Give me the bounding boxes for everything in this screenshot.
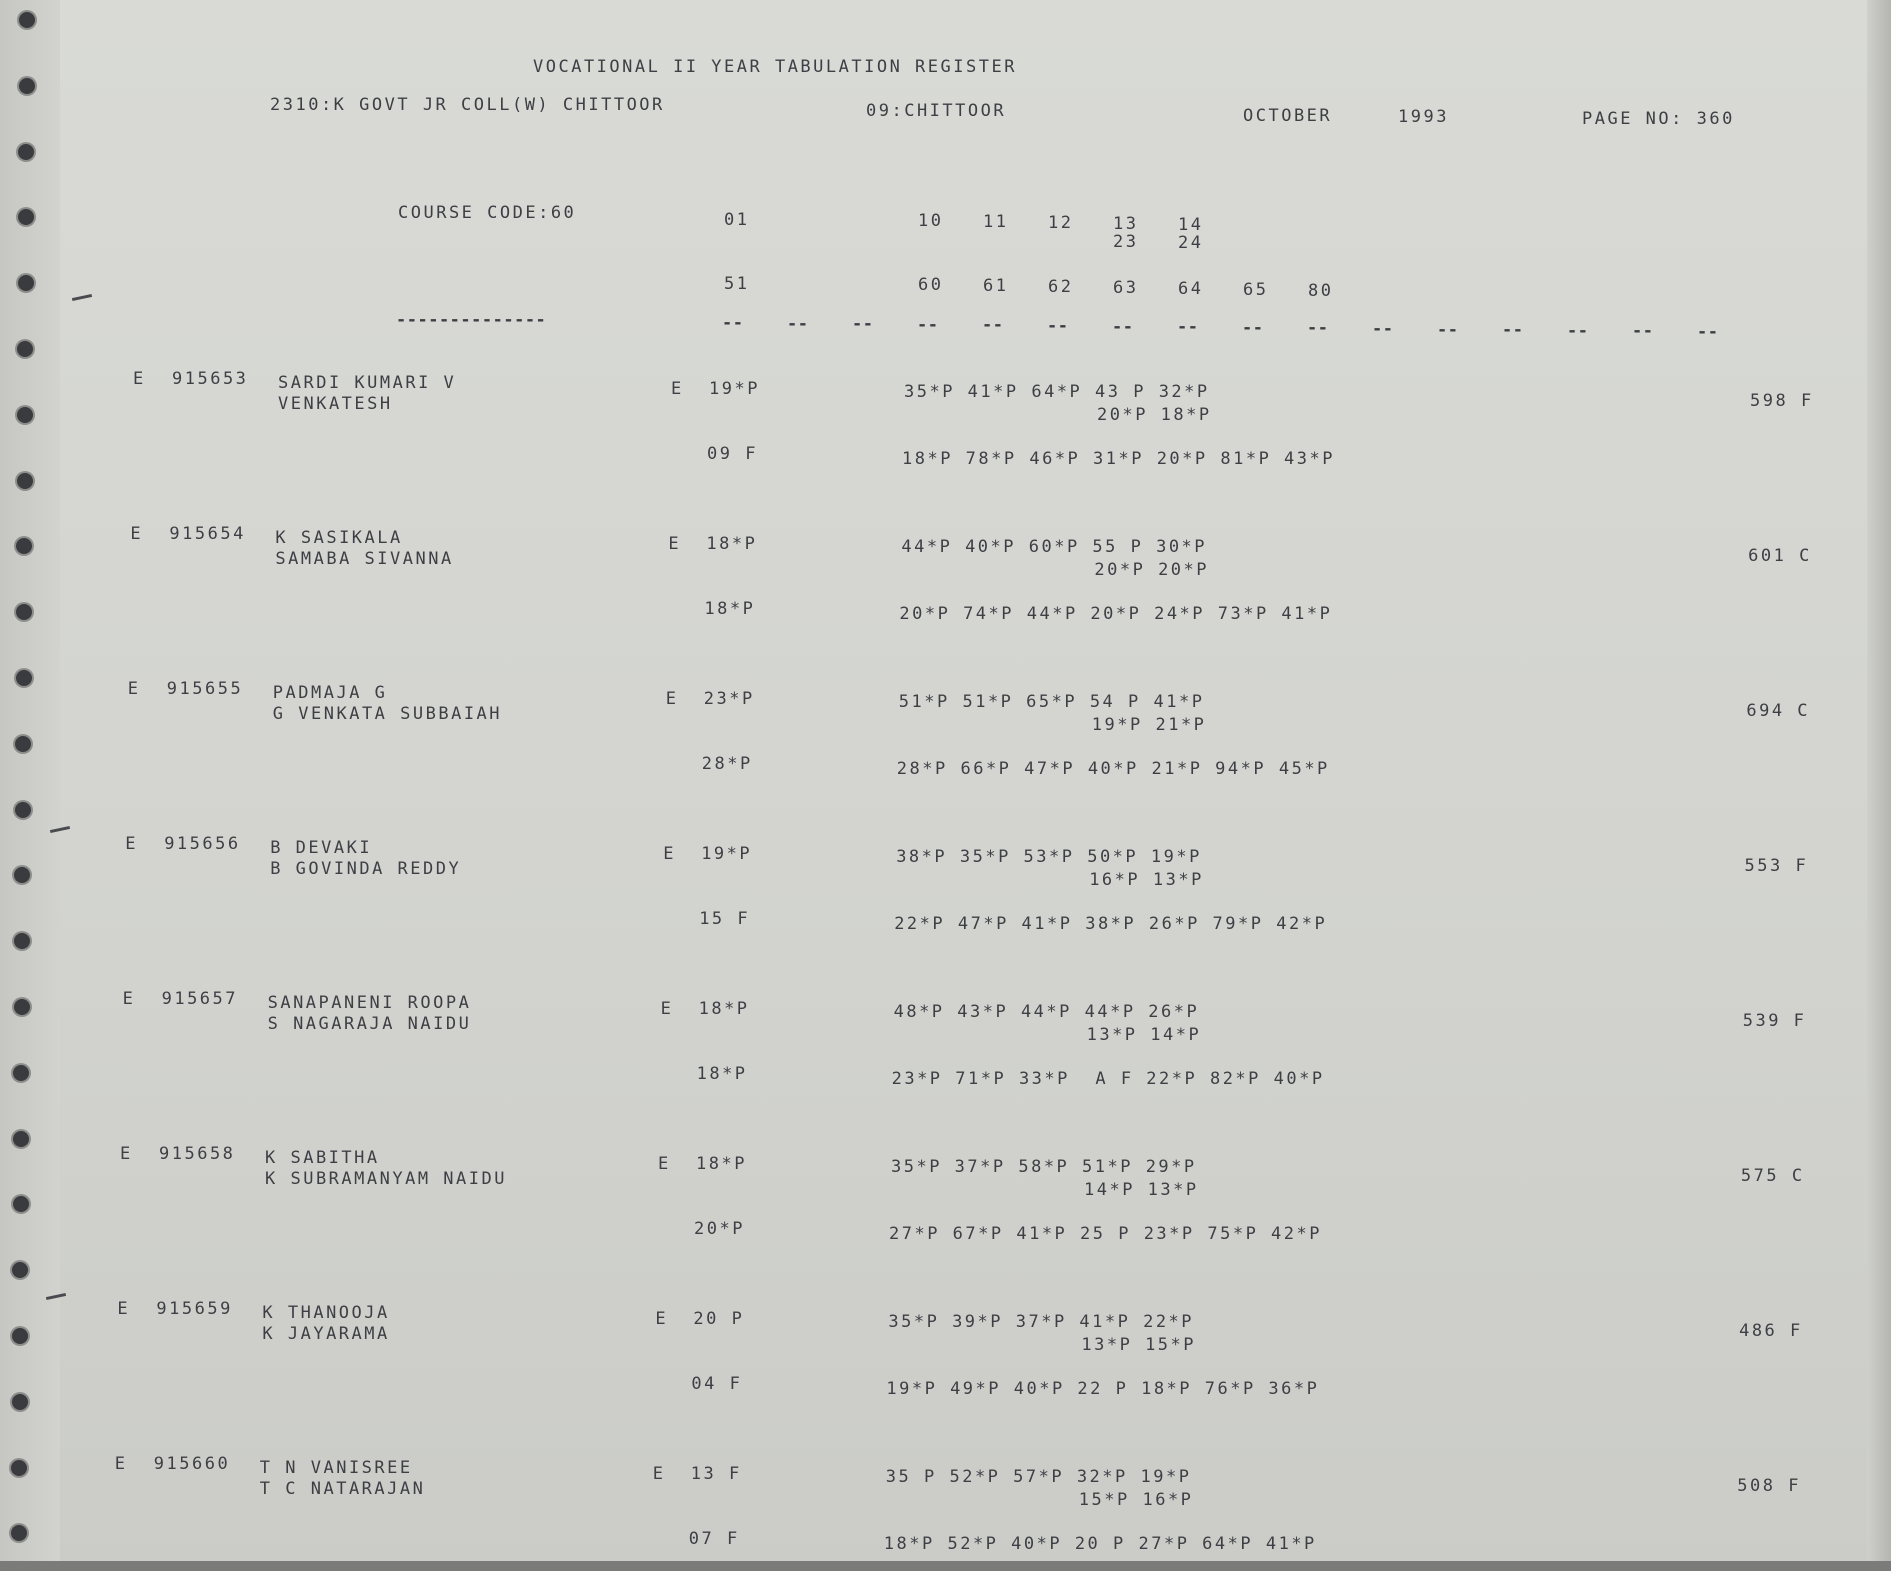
roll-number: 915658 xyxy=(159,1144,236,1164)
subject-code: 61 xyxy=(983,276,1009,296)
grand-total: 575 C xyxy=(1740,1166,1805,1186)
subject-code: 11 xyxy=(983,212,1009,232)
record-flag: E xyxy=(120,1144,133,1164)
subject-code: 23 xyxy=(1113,232,1139,252)
exam-month: OCTOBER xyxy=(1243,106,1333,126)
marks-line-1: 51*P 51*P 65*P 54 P 41*P xyxy=(898,692,1205,712)
first-year-mark: 18*P xyxy=(706,534,758,554)
column-separator: -- xyxy=(917,314,939,335)
tractor-hole xyxy=(15,802,31,818)
marks-line-2: 19*P 49*P 40*P 22 P 18*P 76*P 36*P xyxy=(886,1379,1320,1399)
grand-total: 539 F xyxy=(1742,1011,1807,1031)
roll-number: 915656 xyxy=(164,834,241,854)
column-separator: -- xyxy=(1372,319,1394,339)
tractor-hole xyxy=(11,1460,27,1476)
record-flag: E xyxy=(117,1299,131,1319)
record-flag: E xyxy=(127,679,141,699)
tractor-hole xyxy=(13,1131,29,1147)
second-year-mark: 28*P xyxy=(701,754,753,774)
subject-code: 12 xyxy=(1048,213,1074,233)
page-edge xyxy=(1867,0,1891,1571)
roll-number: 915659 xyxy=(156,1299,233,1319)
parent-name: S NAGARAJA NAIDU xyxy=(267,1014,472,1034)
tractor-hole xyxy=(17,407,33,423)
first-year-mark: 23*P xyxy=(703,689,755,709)
marks-line-2: 28*P 66*P 47*P 40*P 21*P 94*P 45*P xyxy=(896,759,1330,779)
subject-code: 64 xyxy=(1178,279,1204,299)
student-name: T N VANISREE xyxy=(259,1458,413,1478)
header-underline: -------------- xyxy=(396,310,547,330)
subject-code: 01 xyxy=(724,210,750,230)
first-year-mark: 13 F xyxy=(690,1464,742,1484)
marks-line-1: 35 P 52*P 57*P 32*P 19*P xyxy=(885,1467,1192,1487)
marks-line-1: 35*P 37*P 58*P 51*P 29*P xyxy=(891,1157,1197,1177)
subject-code: 24 xyxy=(1178,233,1204,253)
marks-line-1: 48*P 43*P 44*P 44*P 26*P xyxy=(893,1002,1200,1022)
subject-code: 13 xyxy=(1113,214,1139,234)
marks-line-1: 38*P 35*P 53*P 50*P 19*P xyxy=(896,847,1202,867)
column-separator: -- xyxy=(852,314,874,335)
subject-code: 80 xyxy=(1308,281,1334,301)
tractor-hole xyxy=(16,604,32,620)
first-year-mark: 18*P xyxy=(696,1154,747,1174)
tractor-hole xyxy=(15,736,31,752)
second-year-mark: 07 F xyxy=(688,1529,740,1549)
student-name: B DEVAKI xyxy=(270,838,373,858)
roll-number: 915660 xyxy=(153,1454,231,1474)
column-separator: -- xyxy=(1112,316,1134,337)
subject-code: 63 xyxy=(1113,278,1139,298)
first-year-mark: 19*P xyxy=(701,844,753,864)
tractor-hole xyxy=(18,275,34,291)
grand-total: 486 F xyxy=(1739,1321,1803,1341)
marks-line-1: 35*P 39*P 37*P 41*P 22*P xyxy=(888,1312,1195,1332)
roll-number: 915655 xyxy=(166,679,244,699)
student-name: K SABITHA xyxy=(265,1148,380,1168)
district-name: 09:CHITTOOR xyxy=(866,101,1007,121)
second-year-mark: 04 F xyxy=(691,1374,743,1394)
subject-code: 14 xyxy=(1178,215,1204,235)
first-year-mark: 19*P xyxy=(709,379,760,399)
roll-number: 915657 xyxy=(161,989,239,1009)
grand-total: 601 C xyxy=(1748,546,1812,566)
tractor-hole xyxy=(18,144,34,160)
exam-code: E xyxy=(663,844,676,864)
marks-line-2: 20*P 74*P 44*P 20*P 24*P 73*P 41*P xyxy=(899,604,1333,624)
student-name: PADMAJA G xyxy=(272,683,388,703)
tractor-hole xyxy=(14,999,30,1015)
first-year-mark: 20 P xyxy=(693,1309,745,1329)
column-separator: -- xyxy=(1567,320,1589,341)
record-flag: E xyxy=(122,989,136,1009)
column-separator: -- xyxy=(1697,322,1719,342)
marks-line-1b: 16*P 13*P xyxy=(1089,870,1204,890)
course-code: COURSE CODE:60 xyxy=(398,203,577,223)
grand-total: 553 F xyxy=(1744,856,1809,876)
record-flag: E xyxy=(114,1454,128,1474)
grand-total: 694 C xyxy=(1746,701,1811,721)
roll-number: 915653 xyxy=(172,369,249,389)
student-name: SARDI KUMARI V xyxy=(278,373,457,393)
page-bottom-edge xyxy=(0,1561,1891,1571)
parent-name: T C NATARAJAN xyxy=(259,1479,426,1499)
column-separator: -- xyxy=(722,313,744,333)
register-title: VOCATIONAL II YEAR TABULATION REGISTER xyxy=(533,57,1017,77)
tractor-hole xyxy=(19,78,35,94)
exam-code: E xyxy=(658,1154,671,1174)
page-number: PAGE NO: 360 xyxy=(1582,109,1735,129)
exam-code: E xyxy=(668,534,682,554)
column-separator: -- xyxy=(1307,318,1329,339)
second-year-mark: 18*P xyxy=(704,599,756,619)
marks-line-1: 44*P 40*P 60*P 55 P 30*P xyxy=(901,537,1208,557)
subject-code: 62 xyxy=(1048,277,1074,297)
roll-number: 915654 xyxy=(169,524,246,544)
parent-name: G VENKATA SUBBAIAH xyxy=(272,704,503,724)
subject-code: 60 xyxy=(918,275,944,295)
column-separator: -- xyxy=(1632,321,1654,342)
student-name: K THANOOJA xyxy=(262,1303,390,1323)
student-name: K SASIKALA xyxy=(275,528,403,548)
subject-code: 51 xyxy=(724,274,750,294)
subject-code: 65 xyxy=(1243,280,1269,300)
tractor-hole xyxy=(13,1196,29,1212)
marks-line-1b: 20*P 20*P xyxy=(1094,560,1210,580)
marks-line-2: 23*P 71*P 33*P A F 22*P 82*P 40*P xyxy=(891,1069,1325,1089)
record-flag: E xyxy=(125,834,138,854)
exam-code: E xyxy=(655,1309,669,1329)
exam-code: E xyxy=(665,689,679,709)
marks-line-1b: 15*P 16*P xyxy=(1078,1490,1194,1510)
marks-line-1b: 19*P 21*P xyxy=(1091,715,1207,735)
parent-name: K JAYARAMA xyxy=(262,1324,390,1344)
second-year-mark: 18*P xyxy=(696,1064,748,1084)
record-flag: E xyxy=(130,524,144,544)
second-year-mark: 20*P xyxy=(694,1219,745,1239)
column-separator: -- xyxy=(1047,316,1069,336)
marks-line-2: 27*P 67*P 41*P 25 P 23*P 75*P 42*P xyxy=(889,1224,1322,1244)
tractor-hole xyxy=(12,1328,28,1344)
parent-name: SAMABA SIVANNA xyxy=(275,549,454,569)
tractor-feed-margin xyxy=(0,0,60,1571)
marks-line-1b: 14*P 13*P xyxy=(1084,1180,1199,1200)
exam-code: E xyxy=(660,999,674,1019)
marks-line-2: 22*P 47*P 41*P 38*P 26*P 79*P 42*P xyxy=(894,914,1328,934)
record-flag: E xyxy=(133,369,146,389)
marks-line-1b: 13*P 14*P xyxy=(1086,1025,1202,1045)
column-separator: -- xyxy=(982,315,1004,336)
exam-year: 1993 xyxy=(1398,107,1449,127)
grand-total: 598 F xyxy=(1750,391,1814,411)
column-separator: -- xyxy=(1502,320,1524,341)
column-separator: -- xyxy=(1242,317,1264,338)
grand-total: 508 F xyxy=(1737,1476,1801,1496)
pin-mark xyxy=(72,294,92,301)
marks-line-1b: 20*P 18*P xyxy=(1097,405,1212,425)
marks-line-1: 35*P 41*P 64*P 43 P 32*P xyxy=(904,382,1210,402)
column-separator: -- xyxy=(1177,317,1199,338)
tractor-hole xyxy=(17,473,33,489)
student-name: SANAPANENI ROOPA xyxy=(267,993,472,1013)
tractor-hole xyxy=(12,1394,28,1410)
second-year-mark: 09 F xyxy=(707,444,758,464)
first-year-mark: 18*P xyxy=(698,999,750,1019)
marks-line-1b: 13*P 15*P xyxy=(1081,1335,1197,1355)
marks-line-2: 18*P 78*P 46*P 31*P 20*P 81*P 43*P xyxy=(902,449,1335,469)
marks-line-2: 18*P 52*P 40*P 20 P 27*P 64*P 41*P xyxy=(883,1534,1317,1554)
exam-code: E xyxy=(652,1464,666,1484)
column-separator: -- xyxy=(787,313,809,334)
parent-name: VENKATESH xyxy=(278,394,393,414)
parent-name: K SUBRAMANYAM NAIDU xyxy=(265,1169,507,1189)
tractor-hole xyxy=(19,12,35,28)
college-name: 2310:K GOVT JR COLL(W) CHITTOOR xyxy=(270,95,665,115)
parent-name: B GOVINDA REDDY xyxy=(270,859,462,879)
exam-code: E xyxy=(671,379,684,399)
tractor-hole xyxy=(16,670,32,686)
second-year-mark: 15 F xyxy=(699,909,751,929)
subject-code: 10 xyxy=(918,211,944,231)
column-separator: -- xyxy=(1437,319,1459,340)
